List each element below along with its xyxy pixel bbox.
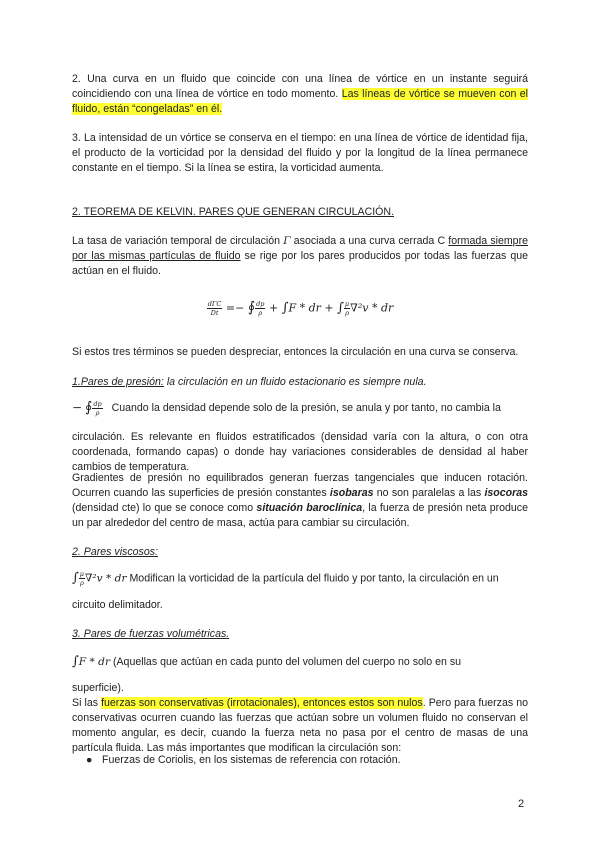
- highlighted-text: Las líneas de vórtice se mueven con el fluido, están “congeladas” en él.: [72, 88, 528, 115]
- gamma-symbol: Γ: [283, 235, 291, 247]
- paragraph-vortex-intensity: 3. La intensidad de un vórtice se conserva en el tiempo: en una línea de vórtice de identidad fija, el producto de la vorticidad por la densidad del fluido y por la longitud de la línea permanece constante en el tiempo. Si la línea se estira, la vorticidad aumenta.: [72, 132, 528, 174]
- volumetric-pairs-title: 3. Pares de fuerzas volumétricas.: [72, 628, 230, 640]
- contour-integral-icon: ∮: [85, 399, 93, 416]
- viscous-formula-line: ∫ $\frac{\mu}{\rho}$ ∇²v * dr Modifican la vorticidad de la partícula del fluido y por tanto, la circulación en un: [72, 570, 499, 587]
- underlined-text: formada siempre por las mismas partículas de fluido: [72, 235, 528, 262]
- contour-integral-icon: ∮: [247, 299, 256, 316]
- integral-icon: ∫: [72, 570, 79, 586]
- integral-icon: ∫: [72, 654, 79, 669]
- viscous-paragraph: circuito delimitador.: [72, 599, 163, 611]
- page-number: 2: [518, 798, 525, 810]
- bullet-icon: ●: [86, 754, 93, 766]
- pressure-formula-line: − ∮ $\frac{dp}{\rho}$ Cuando la densidad depende solo de la presión, se anula y por tanto, no cambia la: [72, 399, 501, 417]
- integral-icon: ∫: [337, 300, 344, 316]
- pressure-pairs-title: 1.Pares de presión: la circulación en un fluido estacionario es siempre nula.: [72, 376, 427, 388]
- pressure-gradients-paragraph: Gradientes de presión no equilibrados generan fuerzas tangenciales que inducen rotación. Ocurren cuando las superficies de presión constantes isobaras no son paralelas a las isocoras (densidad cte) lo que se conoce como situación baroclínica, la fuerza de presión neta produce un par alrededor del centro de masa, actúa para cambiar su circulación.: [72, 472, 529, 529]
- bullet-list: [72, 753, 528, 768]
- kelvin-equation: $\frac{\text{dΓC}}{Dt}$ =− ∮ $\frac{dp}{\rho}$ + ∫F * dr + ∫ $\frac{\mu}{\rho}$ ∇²v * dr: [207, 299, 394, 317]
- pressure-paragraph: circulación. Es relevante en fluidos estratificados (densidad varía con la altura, o con otra coordenada, formando capas) o donde hay variaciones considerables de densidad al haber cambios de temperatura.: [72, 431, 528, 473]
- paragraph-text: 2. Una curva en un fluido que coincide con una línea de vórtice en un instante seguirá coincidiendo con una línea de vórtice en todo momento.: [72, 73, 528, 100]
- volumetric-formula-line: ∫F * dr (Aquellas que actúan en cada punto del volumen del cuerpo no solo en su: [72, 654, 462, 669]
- baroclinic-term: situación baroclínica: [256, 502, 363, 514]
- isobaras-term: isobaras: [329, 487, 374, 499]
- paragraph-intro: La tasa de variación temporal de circulación Γ asociada a una curva cerrada C formada siempre por las mismas partículas de fluido se rige por los pares producidos por todas las fuerzas que actúan en el fluido.: [72, 235, 528, 277]
- volumetric-paragraph: Si las fuerzas son conservativas (irrotacionales), entonces estos son nulos. Pero para fuerzas no conservativas ocurren cuando las fuerzas que actúan sobre un volumen fluido no conservan el momento angular, es decir, cuando la fuerza neta no pasa por el centro de masas de una partícula fluida. Las más importantes que modifican la circulación son:: [72, 697, 528, 754]
- viscous-pairs-title: 2. Pares viscosos:: [72, 546, 158, 558]
- integral-icon: ∫: [281, 300, 289, 316]
- volumetric-surface-text: superficie).: [72, 682, 124, 694]
- isocoras-term: isocoras: [484, 487, 529, 499]
- list-item: ● Fuerzas de Coriolis, en los sistemas de referencia con rotación.: [72, 753, 528, 768]
- paragraph-conservation: Si estos tres términos se pueden despreciar, entonces la circulación en una curva se conserva.: [72, 346, 519, 358]
- section-heading: 2. TEOREMA DE KELVIN. PARES QUE GENERAN CIRCULACIÓN.: [72, 206, 395, 218]
- lhs-fraction: $\frac{\text{dΓC}}{Dt}$: [207, 300, 222, 317]
- highlighted-text: fuerzas son conservativas (irrotacionales), entonces estos son nulos: [101, 697, 423, 709]
- paragraph-vortex-lines: [72, 72, 528, 117]
